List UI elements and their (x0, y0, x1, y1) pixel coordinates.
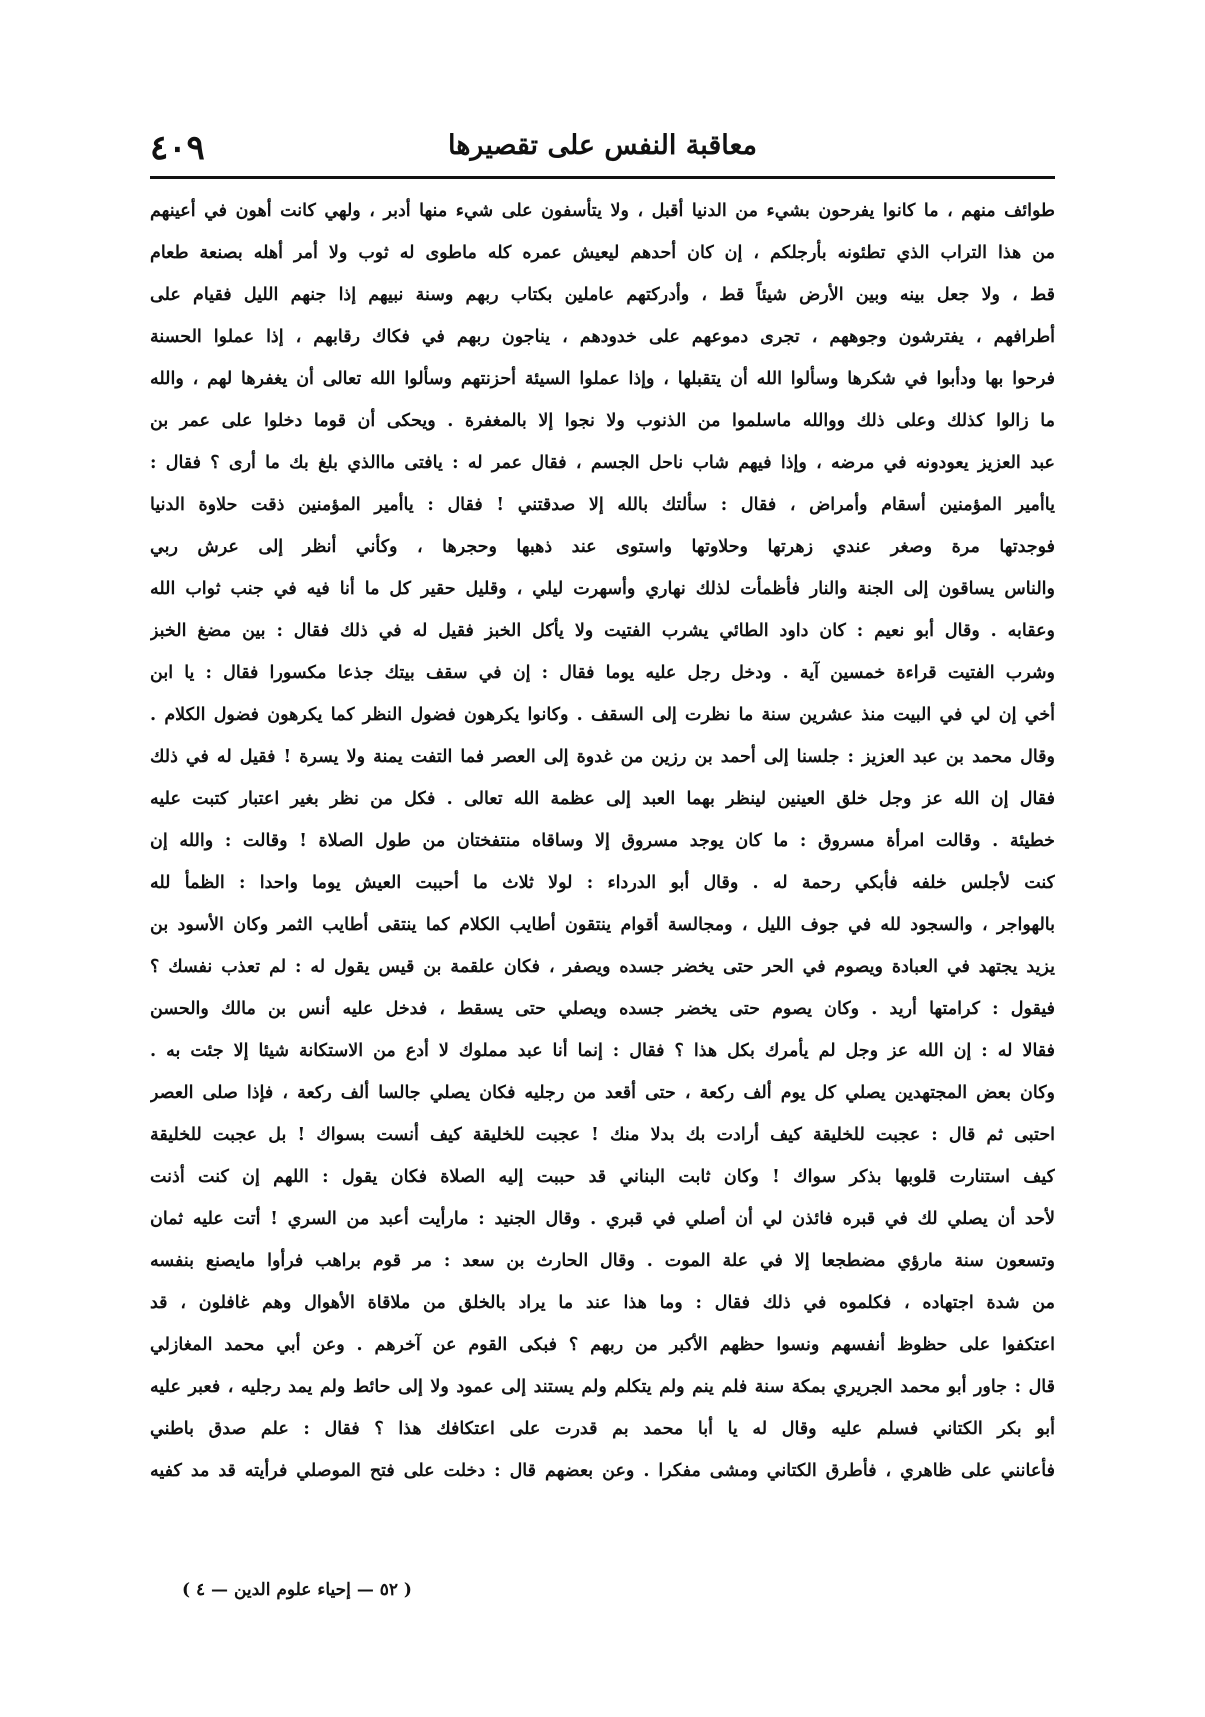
page-number: ٤٠٩ (150, 128, 205, 168)
page-header (150, 128, 1055, 170)
text-line: من شدة اجتهاده ، فكلموه في ذلك فقال : وما هذا عند ما يراد بالخلق من ملاقاة الأهوال وهم غافلون ، قد (150, 1293, 1055, 1313)
text-line: عبد العزيز يعودونه في مرضه ، وإذا فيهم شاب ناحل الجسم ، فقال عمر له : يافتى ماالذي بلغ بك ما أرى ؟ فقال : (150, 453, 1055, 473)
text-line: ما زالوا كذلك وعلى ذلك ووالله ماسلموا من الذنوب ولا نجوا إلا بالمغفرة . ويحكى أن قوما دخلوا على عمر بن (150, 411, 1055, 431)
body-text (150, 190, 1055, 1492)
text-line: كيف استنارت قلوبها بذكر سواك ! وكان ثابت البناني قد حببت إليه الصلاة فكان يقول : اللهم إن كنت أذنت (150, 1167, 1055, 1187)
text-line: أبو بكر الكتاني فسلم عليه وقال له يا أبا محمد بم قدرت على اعتكافك هذا ؟ فقال : علم صدق باطني (150, 1419, 1055, 1439)
text-line: فيقول : كرامتها أريد . وكان يصوم حتى يخضر جسده ويصلي حتى يسقط ، فدخل عليه أنس بن مالك والحسن (150, 999, 1055, 1019)
text-line: طوائف منهم ، ما كانوا يفرحون بشيء من الدنيا أقبل ، ولا يتأسفون على شيء منها أدبر ، ولهي كانت أهون في أعينهم (150, 201, 1055, 221)
text-line: فقالا له : إن الله عز وجل لم يأمرك بكل هذا ؟ فقال : إنما أنا عبد مملوك لا أدع من الاستكانة شيئا إلا جئت به . (150, 1041, 1055, 1061)
text-line: لأحد أن يصلي لك في قبره فائذن لي أن أصلي في قبري . وقال الجنيد : مارأيت أعبد من السري ! أتت عليه ثمان (150, 1209, 1055, 1229)
page-footer: ( ٥٢ — إحياء علوم الدين — ٤ ) (182, 1580, 412, 1600)
text-line: كنت لأجلس خلفه فأبكي رحمة له . وقال أبو الدرداء : لولا ثلاث ما أحببت العيش يوما واحدا : الظمأ لله (150, 873, 1055, 893)
text-line: وتسعون سنة مارؤي مضطجعا إلا في علة الموت . وقال الحارث بن سعد : مر قوم براهب فرأوا مايصنع بنفسه (150, 1251, 1055, 1271)
text-line: يزيد يجتهد في العبادة ويصوم في الحر حتى يخضر جسده ويصفر ، فكان علقمة بن قيس يقول له : لم تعذب نفسك ؟ (150, 957, 1055, 977)
text-line: فوجدتها مرة وصغر عندي زهرتها وحلاوتها واستوى عند ذهبها وحجرها ، وكأني أنظر إلى عرش ربي (150, 537, 1055, 557)
text-line: فأعانني على ظاهري ، فأطرق الكتاني ومشى مفكرا . وعن بعضهم قال : دخلت على فتح الموصلي فرأيته قد مد كفيه (150, 1461, 1055, 1481)
text-line: بالهواجر ، والسجود لله في جوف الليل ، ومجالسة أقوام ينتقون أطايب الكلام كما ينتقى أطايب الثمر وكان الأسود بن (150, 915, 1055, 935)
text-line: قط ، ولا جعل بينه وبين الأرض شيئاً قط ، وأدركتهم عاملين بكتاب ربهم وسنة نبيهم إذا جنهم الليل فقيام على (150, 285, 1055, 305)
text-line: اعتكفوا على حظوظ أنفسهم ونسوا حظهم الأكبر من ربهم ؟ فبكى القوم عن آخرهم . وعن أبي محمد المغازلي (150, 1335, 1055, 1355)
text-line: وشرب الفتيت قراءة خمسين آية . ودخل رجل عليه يوما فقال : إن في سقف بيتك جذعا مكسورا فقال : يا ابن (150, 663, 1055, 683)
text-line: وكان بعض المجتهدين يصلي كل يوم ألف ركعة ، حتى أقعد من رجليه فكان يصلي جالسا ألف ركعة ، فإذا صلى العصر (150, 1083, 1055, 1103)
text-line: خطيئة . وقالت امرأة مسروق : ما كان يوجد مسروق إلا وساقاه منتفختان من طول الصلاة ! وقالت : والله إن (150, 831, 1055, 851)
text-line: فقال إن الله عز وجل خلق العينين لينظر بهما العبد إلى عظمة الله تعالى . فكل من نظر بغير اعتبار كتبت عليه (150, 789, 1055, 809)
text-line: قال : جاور أبو محمد الجريري بمكة سنة فلم ينم ولم يتكلم ولم يستند إلى عمود ولا إلى حائط ولم يمد رجليه ، فعبر عليه (150, 1377, 1055, 1397)
text-line: وعقابه . وقال أبو نعيم : كان داود الطائي يشرب الفتيت ولا يأكل الخبز فقيل له في ذلك فقال : بين مضغ الخبز (150, 621, 1055, 641)
text-line: وقال محمد بن عبد العزيز : جلسنا إلى أحمد بن رزين من غدوة إلى العصر فما التفت يمنة ولا يسرة ! فقيل له في ذلك (150, 747, 1055, 767)
text-line: من هذا التراب الذي تطئونه بأرجلكم ، إن كان أحدهم ليعيش عمره كله ماطوى له ثوب ولا أمر أهله بصنعة طعام (150, 243, 1055, 263)
text-line: أطرافهم ، يفترشون وجوههم ، تجرى دموعهم على خدودهم ، يناجون ربهم في فكاك رقابهم ، إذا عملوا الحسنة (150, 327, 1055, 347)
text-line: والناس يساقون إلى الجنة والنار فأظمأت لذلك نهاري وأسهرت ليلي ، وقليل حقير كل ما أنا فيه في جنب ثواب الله (150, 579, 1055, 599)
text-line: احتبى ثم قال : عجبت للخليقة كيف أرادت بك بدلا منك ! عجبت للخليقة كيف أنست بسواك ! بل عجبت للخليقة (150, 1125, 1055, 1145)
text-line: ياأمير المؤمنين أسقام وأمراض ، فقال : سألتك بالله إلا صدقتني ! فقال : ياأمير المؤمنين ذقت حلاوة الدنيا (150, 495, 1055, 515)
text-line: فرحوا بها ودأبوا في شكرها وسألوا الله أن يتقبلها ، وإذا عملوا السيئة أحزنتهم وسألوا الله تعالى أن يغفرها لهم ، والله (150, 369, 1055, 389)
header-rule (150, 176, 1055, 179)
running-title: معاقبة النفس على تقصيرها (447, 130, 758, 161)
text-line: أخي إن لي في البيت منذ عشرين سنة ما نظرت إلى السقف . وكانوا يكرهون فضول النظر كما يكرهون فضول الكلام . (150, 705, 1055, 725)
